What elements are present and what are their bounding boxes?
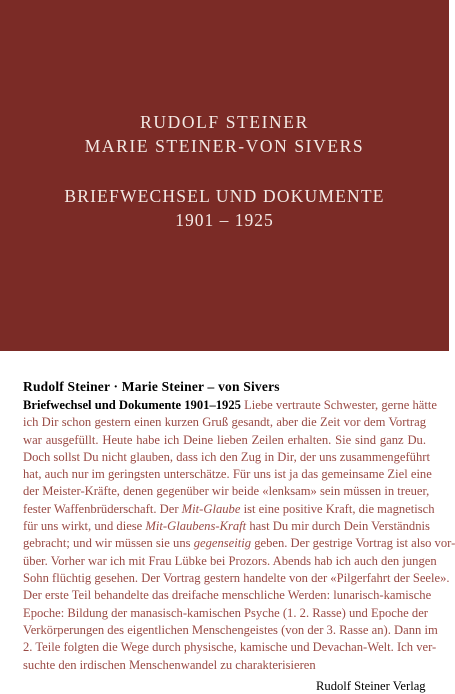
blurb-line-9 <box>23 535 455 552</box>
blurb-line-10: über. Vorher war ich mit Frau Lübke bei Prozors. Abends hab ich auch den jungen <box>23 553 437 568</box>
blurb-line-6: der Meister-Kräfte, denen gegenüber wir beide «lenksam» sein müssen in treuer, <box>23 484 430 499</box>
blurb-line-15: 2. Teile folgten die Wege durch physische, kamische und Devachan-Welt. Ich ver- <box>23 640 437 655</box>
blurb-line-4: Doch sollst Du nicht glauben, dass ich den Zug in Dir, der uns zusammengeführt <box>23 449 430 464</box>
blurb-line-14: Verkörperungen des eigentlichen Menschengeistes (von der 3. Rasse an). Dann im <box>23 622 438 637</box>
blurb-line-9-italic: gegenseitig <box>193 536 252 551</box>
blurb-line-8c: hast Du mir durch Dein Verständnis <box>246 519 430 534</box>
blurb-line-12: Der erste Teil behandelte das dreifache menschliche Werden: lunarisch-kamische <box>23 588 432 603</box>
blurb-line-1: Liebe vertraute Schwester, gerne hätte <box>244 398 437 412</box>
blurb-line-8-italic: Mit-Glaubens-Kraft <box>145 519 247 534</box>
author-name-2: MARIE STEINER-VON SIVERS <box>84 136 365 156</box>
blurb-heading-title: Briefwechsel und Dokumente 1901–1925 <box>23 398 241 412</box>
book-title: BRIEFWECHSEL UND DOKUMENTE <box>64 186 385 206</box>
blurb-line-5: hat, auch nur im geringsten unterschätze. Für uns ist ja das gemeinsame Ziel eine <box>23 467 432 482</box>
blurb-line-9a: gebracht; und wir müssen sie uns <box>23 536 194 551</box>
blurb-line-16: suchte den irdischen Menschenwandel zu charakterisieren <box>23 658 316 673</box>
blurb-line-13: Epoche: Bildung der manasisch-kamischen Psyche (1. 2. Rasse) und Epoche der <box>23 605 428 620</box>
blurb-line-7 <box>23 501 435 518</box>
cover-panel <box>0 0 449 351</box>
blurb-line-2: ich Dir schon gestern einen kurzen Gruß gesandt, aber die Zeit vor dem Vortrag <box>23 415 426 430</box>
book-years: 1901 – 1925 <box>175 210 274 230</box>
blurb-text <box>23 397 455 675</box>
blurb-line-9c: geben. Der gestrige Vortrag ist also vor- <box>251 536 455 551</box>
blurb-line-7-italic: Mit-Glaube <box>181 501 241 516</box>
blurb-line <box>23 397 437 414</box>
blurb-line-3: war ausgefüllt. Heute habe ich Deine lieben Zeilen erhalten. Sie sind ganz Du. <box>23 432 426 447</box>
blurb-line-7c: ist eine positive Kraft, die magnetisch <box>240 501 435 516</box>
author-name-1: RUDOLF STEINER <box>140 112 309 132</box>
blurb-line-8a: für uns wirkt, und diese <box>23 519 146 534</box>
blurb-panel <box>0 351 455 693</box>
blurb-line-11: Sohn flüchtig gesehen. Der Vortrag gestern handelte von der «Pilgerfahrt der Seele». <box>23 570 450 585</box>
blurb-heading-authors: Rudolf Steiner · Marie Steiner – von Sivers <box>23 379 280 394</box>
blurb-line-8 <box>23 518 430 535</box>
publisher-name: Rudolf Steiner Verlag <box>316 679 426 693</box>
blurb-line-7a: fester Waffenbrüderschaft. Der <box>23 501 182 516</box>
